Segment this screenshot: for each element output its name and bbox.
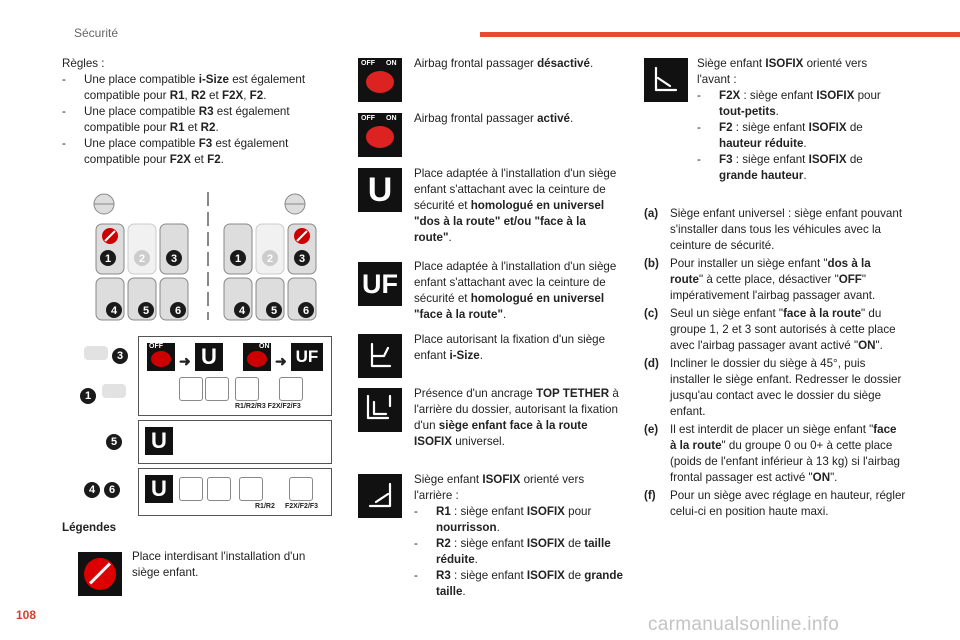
isize-icon [358, 334, 402, 378]
arrow-right-icon: ➜ [275, 353, 287, 369]
steering-wheel-icon [94, 194, 114, 214]
legend-item-universal: Place adaptée à l'installation d'un siège enfant s'attachant avec la ceinture de sécurité et homologué en universel "dos à la route" et/ou "face à la route". [414, 167, 617, 244]
legend-item-isofix-rear: Siège enfant ISOFIX orienté vers l'arrière : - R1 : siège enfant ISOFIX pour nourrisson. - R2 : siège enfant ISOFIX de taille réduite. - R3 : siège enfant ISOFIX de grande taille. [414, 473, 623, 598]
airbag-off-icon: OFF ON [358, 58, 402, 102]
legend-title: Légendes [62, 521, 117, 534]
isofix-front-icon [644, 58, 688, 102]
legend-box-center [138, 420, 332, 464]
airbag-on-icon: ON [243, 343, 271, 371]
seat-number: 5 [142, 305, 150, 317]
rule-item: - Une place compatible R3 est également compatible pour R1 et R2. [62, 105, 290, 134]
top-tether-icon [358, 388, 402, 432]
steering-wheel-icon [102, 384, 126, 398]
rule-item: - Une place compatible F3 est également compatible pour F2X et F2. [62, 137, 289, 166]
seat-number: 6 [174, 305, 182, 317]
position-badge: 4 [84, 482, 100, 498]
seat-number: 3 [298, 253, 306, 265]
seat-number: 2 [138, 253, 146, 265]
universal-icon: U [145, 427, 173, 455]
isofix-rear-icon [358, 474, 402, 518]
top-tether-icon [205, 377, 229, 401]
legend-item-airbag-on: Airbag frontal passager activé. [414, 112, 574, 125]
universal-icon: U [195, 343, 223, 371]
seat-number: 4 [238, 305, 246, 317]
universal-icon: U [358, 168, 402, 212]
seat-number: 4 [110, 305, 118, 317]
isofix-rear-icon [235, 377, 259, 401]
note-e: (e) Il est interdit de placer un siège enfant "face à la route" du groupe 0 ou 0+ à cette place (poids de l'enfant inférieur à 13 kg) si l'airbag frontal passager est activé "ON". [644, 423, 900, 484]
legend-item-top-tether: Présence d'un ancrage TOP TETHER à l'arrière du dossier, autorisant la fixation d'un siège enfant face à la route ISOFIX universel. [414, 387, 619, 448]
seat-number: 2 [266, 253, 274, 265]
seat-number: 5 [270, 305, 278, 317]
isofix-front-icon [279, 377, 303, 401]
universal-icon: U [145, 475, 173, 503]
seat-number: 3 [170, 253, 178, 265]
prohibited-icon [294, 228, 310, 244]
legend-box-front [138, 336, 332, 416]
note-d: (d) Incliner le dossier du siège à 45°, puis installer le siège enfant. Redresser le dossier jusqu'au contact avec le dossier du siège enfant. [644, 357, 902, 418]
seat-number: 1 [104, 253, 112, 265]
box-caption: R1/R2/R3 F2X/F2/F3 [235, 403, 301, 410]
note-f: (f) Pour un siège avec réglage en hauteur, régler celui-ci en position haute maxi. [644, 489, 906, 518]
legend-item-airbag-off: Airbag frontal passager désactivé. [414, 57, 594, 70]
isofix-front-icon [289, 477, 313, 501]
note-a: (a) Siège enfant universel : siège enfant pouvant s'installer dans tous les véhicules avec la ceinture de sécurité. [644, 207, 903, 252]
rules-block [62, 56, 342, 168]
steering-wheel-icon [84, 346, 108, 360]
position-badge: 1 [80, 388, 96, 404]
seat-number: 1 [234, 253, 242, 265]
page-number: 108 [16, 608, 37, 622]
legend-text: Place interdisant l'installation d'un siège enfant. [132, 550, 306, 579]
isofix-rear-icon [239, 477, 263, 501]
notes-list [644, 206, 906, 520]
seat-layout-diagram [80, 186, 340, 326]
legend-box-rear [138, 468, 332, 516]
header-accent-bar [480, 32, 960, 37]
prohibited-icon [78, 552, 122, 596]
top-tether-icon [207, 477, 231, 501]
seat-number: 6 [302, 305, 310, 317]
section-title: Sécurité [74, 26, 119, 40]
note-c: (c) Seul un siège enfant "face à la route" du groupe 1, 2 et 3 sont autorisés à cette place avec l'airbag passager avant activé "ON". [644, 307, 896, 352]
legend-item-isofix-front: Siège enfant ISOFIX orienté vers l'avant : - F2X : siège enfant ISOFIX pour tout-petits. - F2 : siège enfant ISOFIX de hauteur réduite. - F3 : siège enfant ISOFIX de grande hauteur. [697, 57, 881, 182]
rule-item: - Une place compatible i-Size est également compatible pour R1, R2 et F2X, F2. [62, 73, 306, 102]
rules-title: Règles : [62, 57, 105, 70]
airbag-off-icon: OFF [147, 343, 175, 371]
prohibited-icon [102, 228, 118, 244]
position-badge: 6 [104, 482, 120, 498]
airbag-on-icon: OFF ON [358, 113, 402, 157]
isize-icon [179, 377, 203, 401]
steering-wheel-icon [285, 194, 305, 214]
watermark: carmanualsonline.info [648, 614, 840, 635]
isize-icon [179, 477, 203, 501]
legend-item-isize: Place autorisant la fixation d'un siège enfant i-Size. [414, 333, 606, 362]
legend-item-universal-forward: Place adaptée à l'installation d'un siège enfant s'attachant avec la ceinture de sécurité et homologué en universel "face à la route". [414, 260, 617, 321]
position-badge: 5 [106, 434, 122, 450]
universal-forward-icon: UF [358, 262, 402, 306]
universal-forward-icon: UF [291, 343, 323, 371]
box-caption: F2X/F2/F3 [285, 503, 319, 510]
box-caption: R1/R2 [255, 503, 275, 510]
position-badge: 3 [112, 348, 128, 364]
note-b: (b) Pour installer un siège enfant "dos à la route" à cette place, désactiver "OFF" impérativement l'airbag passager avant. [644, 257, 876, 302]
arrow-right-icon: ➜ [179, 353, 191, 369]
